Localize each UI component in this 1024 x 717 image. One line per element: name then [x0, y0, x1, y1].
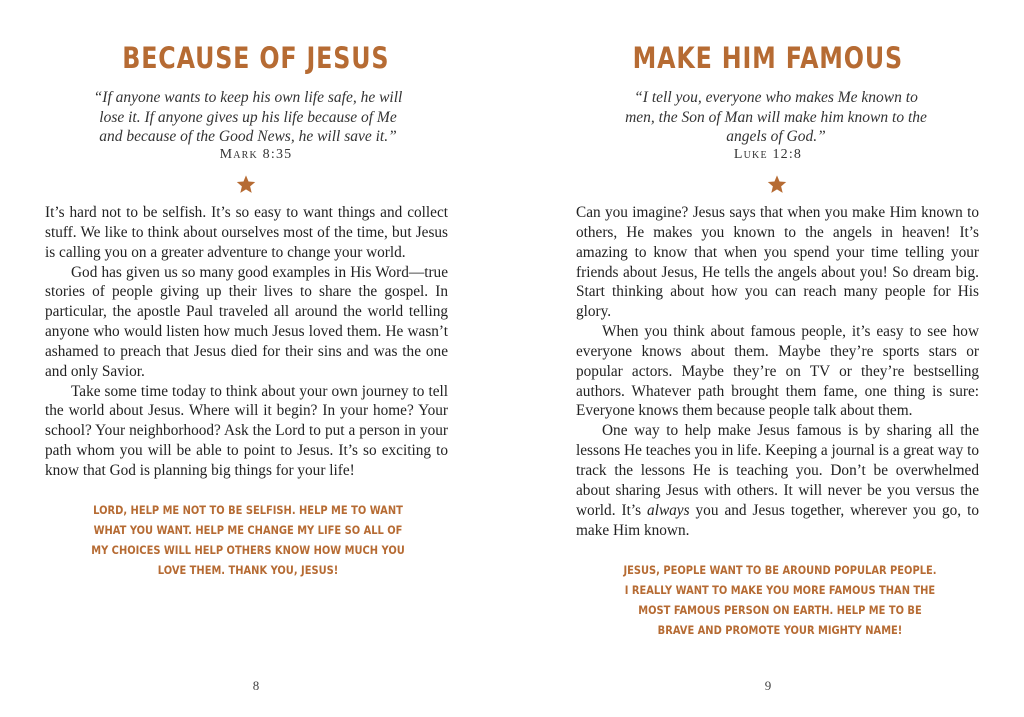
prayer: JESUS, PEOPLE WANT TO BE AROUND POPULAR PEOPLE. I REALLY WANT TO MAKE YOU MORE FAMOUS THAN THE MOST FAMOUS PERSON ON EARTH. HELP ME TO BE BRAVE AND PROMOTE YOUR MIGHTY NAME!	[623, 563, 937, 637]
paragraph: Take some time today to think about your own journey to tell the world about Jesus. Where will it begin? In your home? Your school? Your neighborhood? Ask the Lord to put a person in your path whom you will be able to point to Jesus. It’s so exciting to know that God is planning big things for your life!	[45, 382, 448, 479]
scripture-reference: Mark 8:35	[219, 147, 293, 162]
page-number: 9	[764, 678, 772, 693]
scripture-reference: Luke 12:8	[733, 147, 803, 162]
emphasis: always	[647, 501, 690, 519]
scripture-quote: “I tell you, everyone who makes Me known to men, the Son of Man will make him known to the angels of God.”	[625, 89, 927, 145]
right-page	[512, 0, 1024, 717]
star-icon	[766, 174, 788, 195]
page-number: 8	[252, 678, 260, 693]
scripture-quote: “If anyone wants to keep his own life safe, he will lose it. If anyone gives up his life because of Me and because of the Good News, he will save it.”	[93, 89, 403, 145]
body-text	[576, 203, 979, 540]
prayer: LORD, HELP ME NOT TO BE SELFISH. HELP ME TO WANT WHAT YOU WANT. HELP ME CHANGE MY LIFE SO ALL OF MY CHOICES WILL HELP OTHERS KNOW HOW MUCH YOU LOVE THEM. THANK YOU, JESUS!	[91, 503, 405, 577]
star-icon	[235, 174, 257, 195]
body-text	[45, 203, 448, 481]
paragraph: Can you imagine? Jesus says that when you make Him known to others, He makes you known to the angels in heaven! It’s amazing to know that when you spend your time telling your friends about Jesus, He tells the angels about you! So dream big. Start thinking about how you can reach many people for His glory.	[576, 204, 979, 321]
paragraph: When you think about famous people, it’s easy to see how everyone knows about them. Maybe they’re sports stars or popular actors. Maybe they’re on TV or they’re bestselling authors. Whatever path brought them fame, one thing is sure: Everyone knows them because people talk about them.	[576, 323, 979, 420]
paragraph: It’s hard not to be selfish. It’s so easy to want things and collect stuff. We like to think about ourselves most of the time, but Jesus is calling you on a greater adventure to change your world.	[45, 204, 448, 261]
paragraph: One way to help make Jesus famous is by sharing all the lessons He teaches you in life. Keeping a journal is a great way to track the lessons He is teaching you. Don’t be overwhelmed about sharing Jesus with others. It will never be you versus the world. It’s always you and Jesus together, wherever you go, to make Him known.	[576, 422, 979, 539]
paragraph: God has given us so many good examples in His Word—true stories of people giving up their lives to share the gospel. In particular, the apostle Paul traveled all around the world telling anyone who would listen how much Jesus loved them. He wasn’t ashamed to preach that Jesus died for their sins and was the one and only Savior.	[45, 263, 448, 380]
page-title: BECAUSE OF JESUS	[122, 41, 390, 75]
page-title: MAKE HIM FAMOUS	[632, 41, 904, 75]
